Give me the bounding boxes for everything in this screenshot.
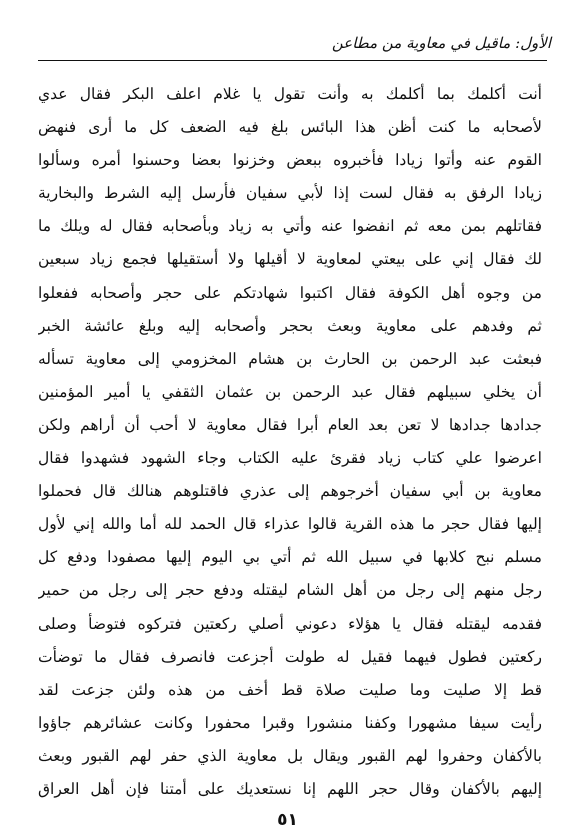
text-line: بالأكفان وحفروا لهم القبور ويقال بل معاوية الذي حفر لهم القبور وبعث	[38, 746, 542, 765]
header-rule	[38, 60, 547, 61]
text-line: لك فقال إني على بيعتي لمعاوية لا أقيلها ولا أستقيلها فجمع زياد سبعين	[38, 250, 542, 269]
text-line: ركعتين فطول فيهما فقيل له طولت أجزعت فانصرف فقال ما توضأت	[38, 647, 542, 666]
text-line: إليهم بالأكفان وقال حجر اللهم إنا نستعديك على أمتنا فإن أهل العراق	[38, 779, 542, 798]
running-header: الأول: ماقيل في معاوية من مطاعن	[331, 34, 551, 52]
text-line: القوم عنه وأتوا زيادا فأخبروه ببعض وخزنوا بعضا وحسنوا أمره وسألوا	[38, 151, 542, 170]
text-line: اعرضوا علي كتاب زياد فقرئ عليه الكتاب وجاء الشهود فشهدوا فقال	[38, 449, 542, 468]
page-number: ٥١	[277, 810, 298, 830]
text-line: فبعثت عبد الرحمن بن الحارث بن هشام المخزومي إلى معاوية تسأله	[38, 349, 542, 368]
text-line: جدادها جدادها لا تعن بعد العام أبرا فقال معاوية لا أحب أن أراهم ولكن	[38, 415, 542, 434]
body-text	[38, 78, 542, 806]
text-line: أنت أكلمك بما أكلمك به وأنت تقول يا غلام اعلف البكر فقال عدي	[38, 85, 542, 103]
text-line: فقدمه ليقتله فقال يا هؤلاء دعوني أصلي ركعتين فتركوه فتوضأ وصلى	[38, 614, 542, 633]
text-line: زيادا الرفق به فقال لست إذا لأبي سفيان فأرسل إليه الشرط والبخارية	[38, 184, 542, 203]
text-line: مسلم نبح كلابها في سبيل الله ثم أتي بي اليوم إليها مصفودا ودفع كل	[38, 548, 542, 567]
text-line: أن يخلي سبيلهم فقال عبد الرحمن بن عثمان الثقفي يا أمير المؤمنين	[38, 382, 542, 401]
text-line: معاوية بن أبي سفيان أخرجوهم إلى عذري فاقتلوهم هنالك قال فحملوا	[38, 482, 542, 501]
text-line: فقاتلهم بمن معه ثم انفضوا عنه وأتي به زياد وبأصحابه فقال له ويلك ما	[38, 217, 542, 236]
text-line: ثم وفدهم على معاوية وبعث بحجر وأصحابه إليه وبلغ عائشة الخبر	[38, 316, 542, 335]
text-line: لأصحابه ما كنت أظن هذا البائس بلغ فيه الضعف كل ما أرى فنهض	[38, 118, 542, 137]
text-line: قط إلا صليت وما صليت صلاة قط أخف من هذه ولئن جزعت لقد	[38, 680, 542, 699]
text-line: رجل منهم إلى رجل من أهل الشام ليقتله ودفع حجر إلى رجل من حمير	[38, 581, 542, 600]
text-line: رأيت سيفا مشهورا وكفنا منشورا وقبرا محفورا وكانت عشائرهم جاؤوا	[38, 713, 542, 732]
text-line: إليها فقال حجر ما هذه القرية قالوا عذراء قال الحمد لله أما والله إني لأول	[38, 515, 542, 534]
text-line: من وجوه أهل الكوفة فقال اكتبوا شهادتكم على حجر وأصحابه ففعلوا	[38, 283, 542, 302]
